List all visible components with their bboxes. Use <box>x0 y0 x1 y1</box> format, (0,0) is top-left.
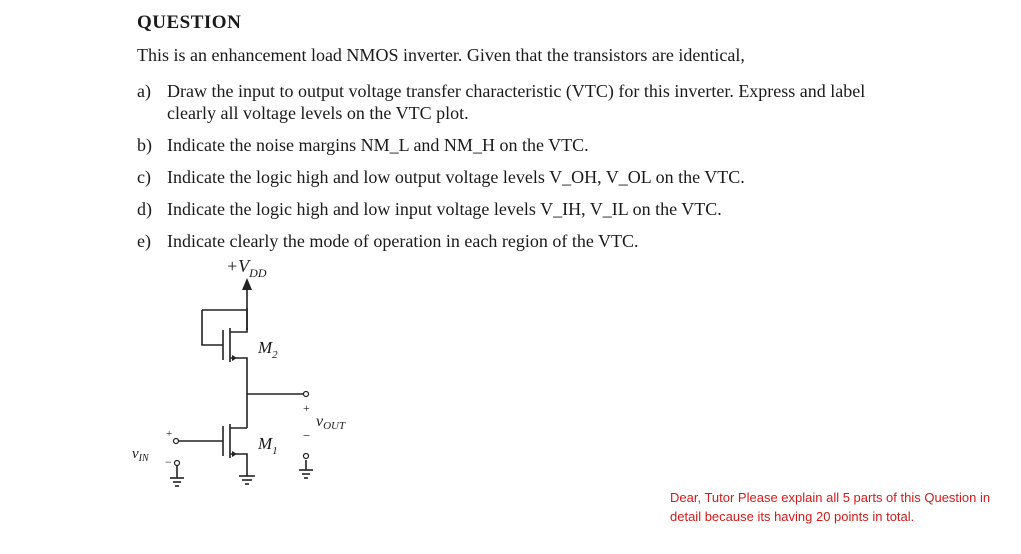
item-text: Indicate clearly the mode of operation in each region of the VTC. <box>167 231 639 251</box>
question-item-d <box>137 198 897 220</box>
m2-label: $M_2$ <box>258 338 278 361</box>
vin-plus-sign: + <box>166 428 173 440</box>
m2-source-arrow-icon <box>232 355 237 361</box>
item-text: Draw the input to output voltage transfer characteristic (VTC) for this inverter. Express and label clearly all voltage levels on the VTC plot. <box>167 81 866 123</box>
vout-minus-sign: − <box>303 428 311 443</box>
tutor-note: Dear, Tutor Please explain all 5 parts of this Question in detail because its having 20 points in total. <box>670 490 991 524</box>
vout-label: vOUT <box>316 413 346 432</box>
question-item-a <box>137 80 897 124</box>
vin-label: $v_{IN}$ <box>132 446 149 464</box>
item-label: b) <box>137 135 152 155</box>
m2-source <box>230 358 247 394</box>
m1-label: $M_1$ <box>258 434 278 457</box>
vout-minus-terminal <box>304 454 309 459</box>
m1-source-arrow-icon <box>232 451 237 457</box>
vout-plus-terminal <box>304 392 309 397</box>
vdd-label: $+V_{DD}$ <box>226 256 267 280</box>
m1-source <box>230 454 247 476</box>
vin-minus-sign: − <box>165 455 172 469</box>
item-text: Indicate the logic high and low output voltage levels V_OH, V_OL on the VTC. <box>167 167 745 187</box>
vin-minus-terminal <box>175 461 180 466</box>
vin-plus-terminal <box>174 439 179 444</box>
question-intro: This is an enhancement load NMOS inverter. Given that the transistors are identical, <box>137 45 745 65</box>
item-text: Indicate the noise margins NM_L and NM_H on the VTC. <box>167 135 589 155</box>
question-item-c <box>137 166 897 188</box>
question-item-e <box>137 230 897 252</box>
question-item-b <box>137 134 897 156</box>
item-label: e) <box>137 231 151 251</box>
m2-gate-tie <box>202 310 223 345</box>
item-label: d) <box>137 199 152 219</box>
item-label: c) <box>137 167 151 187</box>
m2-drain <box>230 328 247 332</box>
item-label: a) <box>137 81 151 101</box>
question-title: QUESTION <box>137 12 242 33</box>
vout-plus-sign: + <box>303 401 310 415</box>
item-text: Indicate the logic high and low input voltage levels V_IH, V_IL on the VTC. <box>167 199 722 219</box>
inverter-circuit-diagram <box>120 250 380 510</box>
